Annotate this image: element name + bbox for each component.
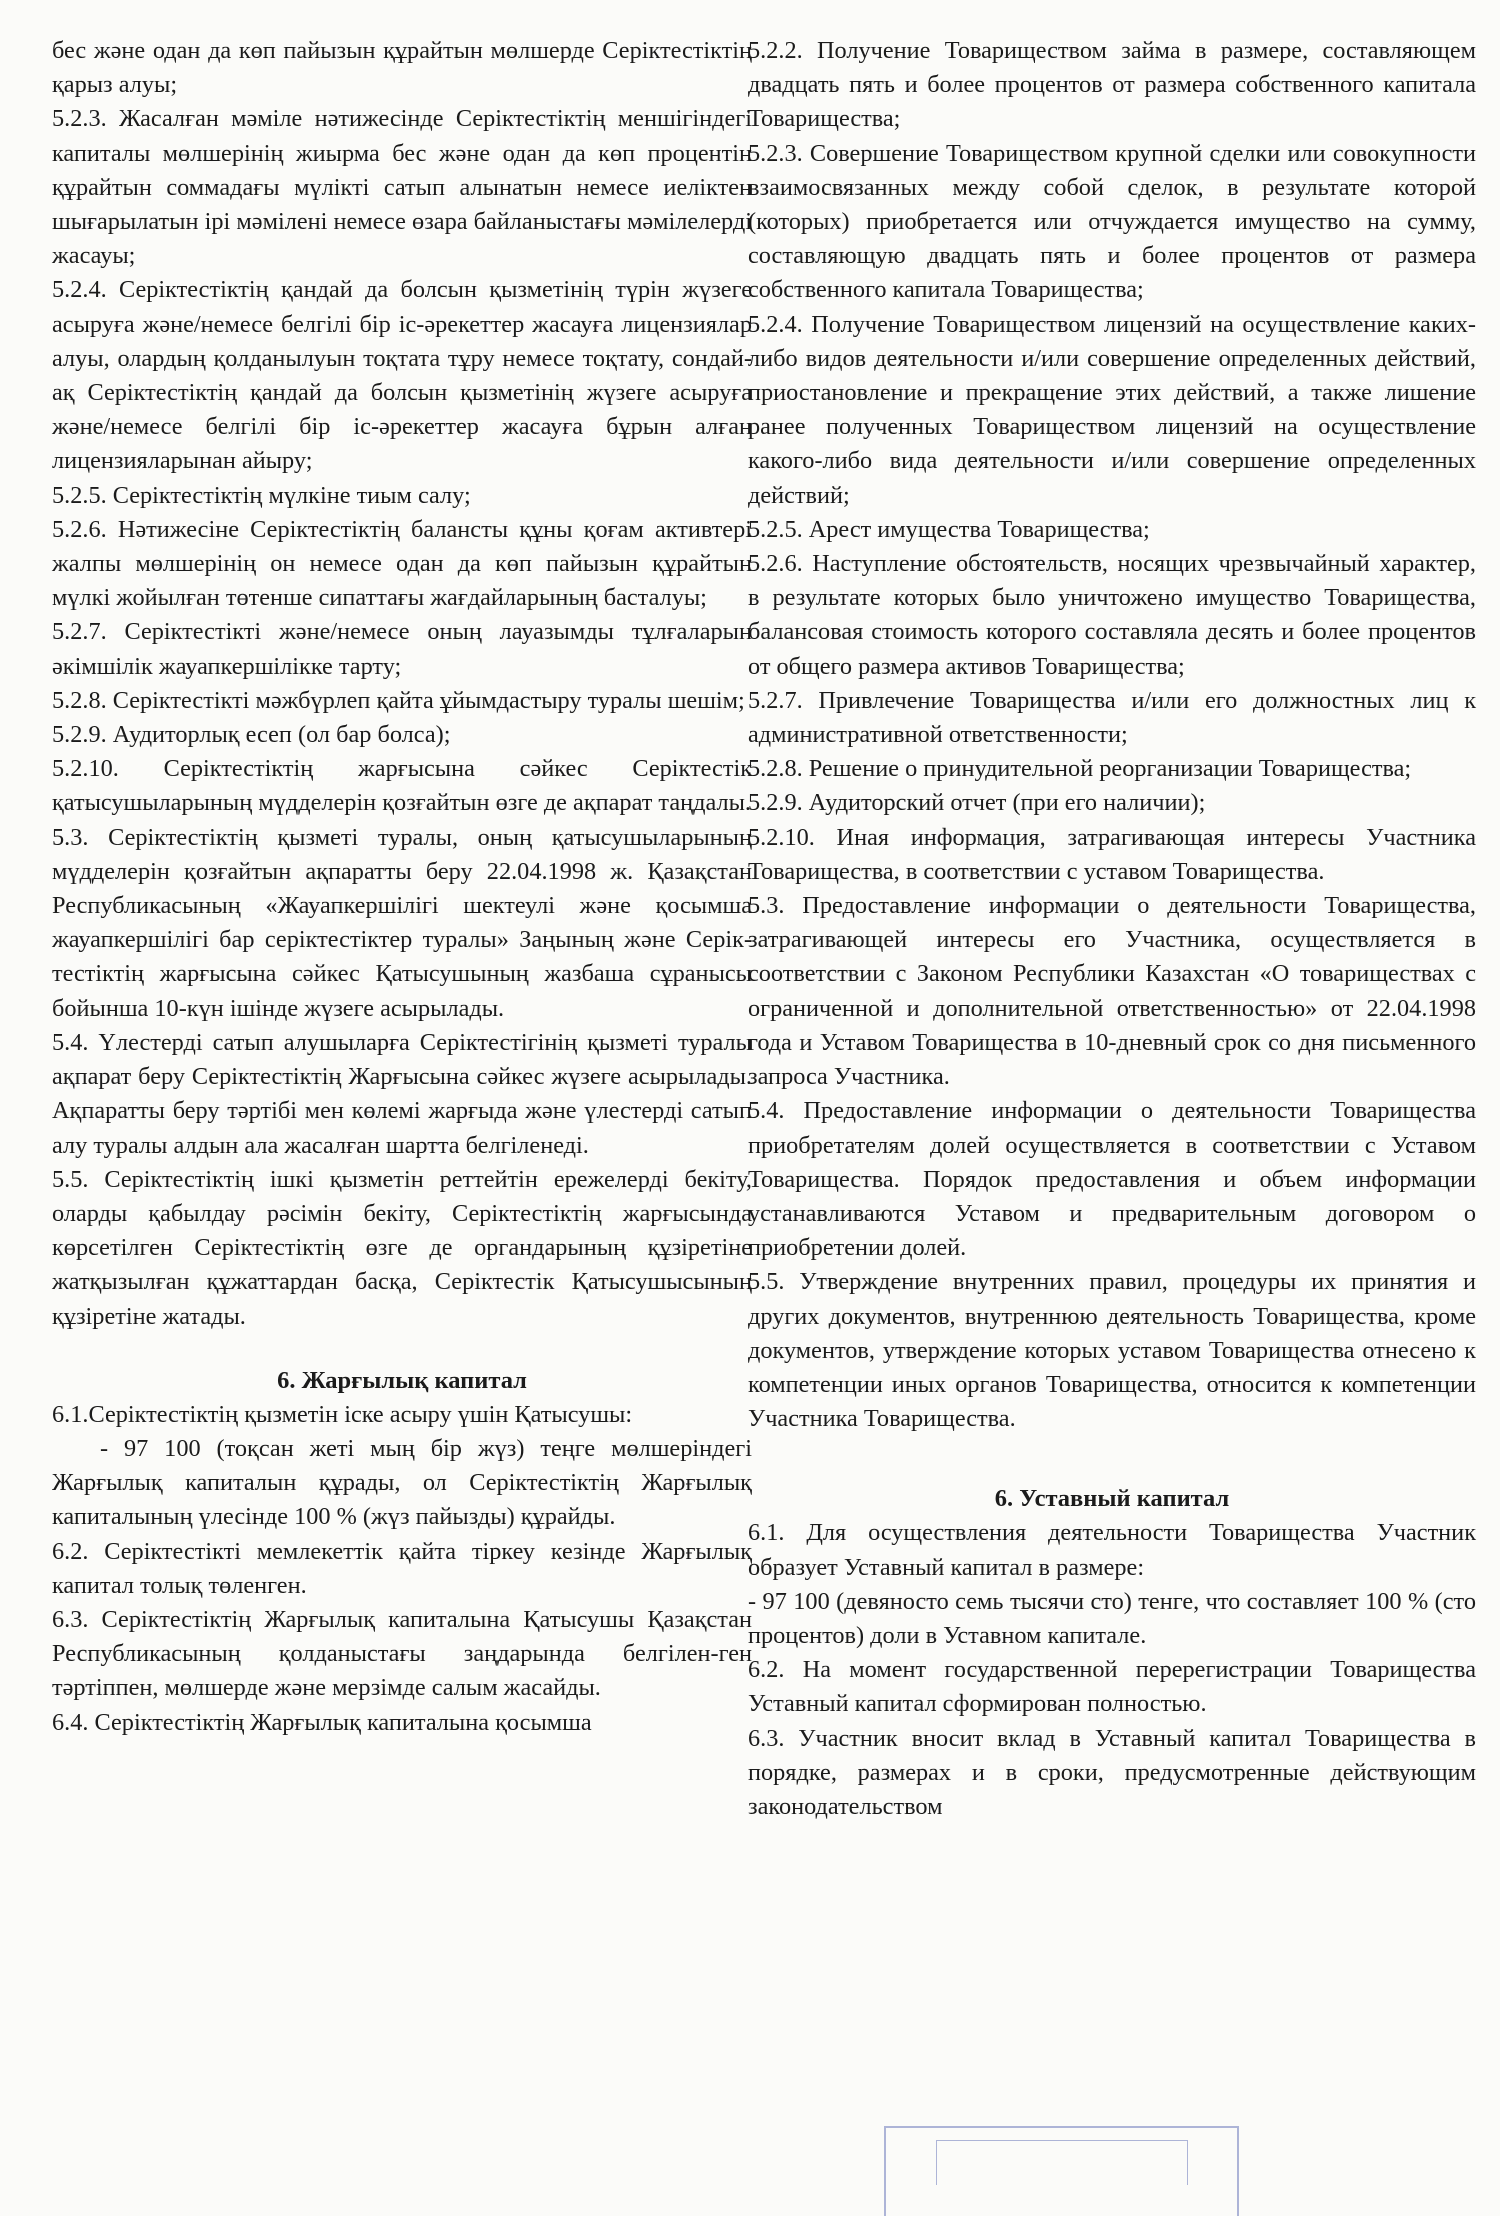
paragraph: 5.2.8. Решение о принудительной реорганизации Товарищества; <box>748 755 1412 783</box>
paragraph: 5.3. Предоставление информации о деятельности Товарищества, затрагивающей интересы его Участника, осуществляется в соответствии с Законом Республики Казахстан «О товариществах с ограниченной и дополнительной ответственностью» от 22.04.1998 года и Уставом Товарищества в 10-дневный срок со дня письменного запроса Участника. <box>748 892 1476 1091</box>
paragraph: бес және одан да көп пайызын құрайтын мөлшерде Серіктестіктің қарыз алуы; <box>52 37 752 99</box>
russian-section-6-heading: 6. Уставный капитал <box>994 1485 1230 1513</box>
stamp-inner-frame <box>936 2140 1188 2185</box>
paragraph: 5.2.4. Получение Товариществом лицензий на осуществление каких-либо видов деятельности и/или совершение определенных действий, приостановление и прекращение этих действий, а также лишение ранее полученных Товариществом лицензий на осуществление какого-либо вида деятельности и/или совершение определенных действий; <box>748 310 1476 509</box>
kazakh-column <box>52 34 752 1740</box>
paragraph: 5.5. Серіктестіктің ішкі қызметін реттейтін ережелерді бекіту, оларды қабылдау рәсімін бекіту, Серіктестіктің жарғысында көрсетілген Серіктестіктің өзге де органдарының құзіретіне жатқызылған құжаттардан басқа, Серіктестік Қатысушысының құзіретіне жатады. <box>52 1165 752 1330</box>
paragraph: 5.4. Үлестерді сатып алушыларға Серіктестігінің қызметі туралы ақпарат беру Серіктестіктің Жарғысына сәйкес жүзеге асырылады. Ақпаратты беру тәртібі мен көлемі жарғыда және үлестерді сатып алу туралы алдын ала жасалған шартта белгіленеді. <box>52 1028 752 1159</box>
kazakh-section-5-paragraphs <box>52 34 752 1334</box>
russian-column <box>748 34 1476 1824</box>
paragraph: 5.2.7. Привлечение Товарищества и/или его должностных лиц к административной ответственности; <box>748 686 1476 749</box>
paragraph: 6.2. На момент государственной перерегистрации Товарищества Уставный капитал сформирован полностью. <box>748 1656 1476 1718</box>
paragraph: 6.1.Серіктестіктің қызметін іске асыру үшін Қатысушы: <box>52 1400 633 1428</box>
paragraph: 5.2.7. Серіктестікті және/немесе оның лауазымды тұлғаларын әкімшілік жауапкершілікке тарту; <box>52 618 752 680</box>
paragraph: 5.4. Предоставление информации о деятельности Товарищества приобретателям долей осуществляется в соответствии с Уставом Товарищества. Порядок предоставления и объем информации устанавливаются Уставом и предварительным договором о приобретении долей. <box>748 1097 1476 1262</box>
paragraph: 5.2.5. Серіктестіктің мүлкіне тиым салу; <box>52 481 471 509</box>
paragraph: 6.3. Участник вносит вклад в Уставный капитал Товарищества в порядке, размерах и в сроки, предусмотренные действующим законодательством <box>748 1724 1476 1820</box>
paragraph: 5.2.6. Наступление обстоятельств, носящих чрезвычайный характер, в результате которых было уничтожено имущество Товарищества, балансовая стоимость которого составляла десять и более процентов от общего размера активов Товарищества; <box>748 550 1476 680</box>
russian-section-6-paragraphs <box>748 1516 1476 1824</box>
kazakh-section-6-paragraphs <box>52 1398 752 1740</box>
paragraph: 5.2.10. Иная информация, затрагивающая интересы Участника Товарищества, в соответствии с уставом Товарищества. <box>748 823 1476 885</box>
paragraph: 6.1. Для осуществления деятельности Товарищества Участник образует Уставный капитал в размере: <box>748 1519 1476 1581</box>
paragraph: 5.2.10. Серіктестіктің жарғысына сәйкес Серіктестік қатысушыларының мүдделерін қозғайтын өзге де ақпарат таңдалы. <box>52 755 752 817</box>
paragraph: 5.2.8. Серіктестікті мәжбүрлеп қайта ұйымдастыру туралы шешім; <box>52 686 745 714</box>
paragraph: 5.2.6. Нәтижесіне Серіктестіктің балансты құны қоғам активтері жалпы мөлшерінің он немесе одан да көп пайызын құрайтын мүлкі жойылған төтенше сипаттағы жағдайларының басталуы; <box>52 515 752 612</box>
paragraph: 6.2. Серіктестікті мемлекеттік қайта тіркеу кезінде Жарғылық капитал толық төленген. <box>52 1537 752 1599</box>
paragraph: 5.2.3. Жасалған мәміле нәтижесінде Серіктестіктің меншігіндегі капиталы мөлшерінің жиырма бес және одан да көп процентін құрайтын соммадағы мүлікті сатып алынатын немесе иеліктен шығарылатын ірі мәмілені немесе өзара байланыстағы мәмілелерді жасауы; <box>52 105 752 270</box>
paragraph: - 97 100 (девяносто семь тысячи сто) тенге, что составляет 100 % (сто процентов) доли в Уставном капитале. <box>748 1587 1476 1649</box>
paragraph: 5.3. Серіктестіктің қызметі туралы, оның қатысушыларының мүдделерін қозғайтын ақпаратты беру 22.04.1998 ж. Қазақстан Республикасының «Жауапкершілігі шектеулі және қосымша жауапкершілігі бар серіктестіктер туралы» Заңының және Серік-тестіктің жарғысына сәйкес Қатысушының жазбаша сұранысы бойынша 10-күн ішінде жүзеге асырылады. <box>52 823 752 1022</box>
kazakh-section-6-heading: 6. Жарғылық капитал <box>277 1366 527 1394</box>
paragraph: 5.2.2. Получение Товариществом займа в размере, составляющем двадцать пять и более процентов от размера собственного капитала Товарищества; <box>748 37 1476 133</box>
registration-stamp <box>884 2126 1239 2216</box>
paragraph: 6.4. Серіктестіктің Жарғылық капиталына қосымша <box>52 1708 592 1736</box>
paragraph: 5.5. Утверждение внутренних правил, процедуры их принятия и других документов, внутреннюю деятельность Товарищества, кроме документов, утверждение которых уставом Товарищества отнесено к компетенции иных органов Товарищества, относится к компетенции Участника Товарищества. <box>748 1268 1476 1433</box>
russian-section-5-paragraphs <box>748 34 1476 1436</box>
paragraph: 6.3. Серіктестіктің Жарғылық капиталына Қатысушы Қазақстан Республикасының қолданыстағы заңдарында белгілен-ген тәртіппен, мөлшерде және мерзімде салым жасайды. <box>52 1605 752 1702</box>
paragraph: 5.2.3. Совершение Товариществом крупной сделки или совокупности взаимосвязанных между собой сделок, в результате которой (которых) приобретается или отчуждается имущество на сумму, составляющую двадцать пять и более процентов от размера собственного капитала Товарищества; <box>748 139 1476 304</box>
paragraph: 5.2.9. Аудиторлық есеп (ол бар болса); <box>52 721 451 749</box>
paragraph: 5.2.4. Серіктестіктің қандай да болсын қызметінің түрін жүзеге асыруға және/немесе белгілі бір іс-әрекеттер жасауға лицензиялар алуы, олардың қолданылуын тоқтата тұру немесе тоқтату, сондай-ақ Серіктестіктің қандай да болсын қызметінің жүзеге асыруға және/немесе белгілі бір іс-әрекеттер жасауға бұрын алған лицензияларынан айыру; <box>52 276 752 475</box>
paragraph: - 97 100 (тоқсан жеті мың бір жүз) теңге мөлшеріндегі Жарғылық капиталын құрады, ол Серіктестіктің Жарғылық капиталының үлесінде 100 % (жүз пайызды) құрайды. <box>52 1434 752 1531</box>
paragraph: 5.2.5. Арест имущества Товарищества; <box>748 515 1150 543</box>
paragraph: 5.2.9. Аудиторский отчет (при его наличии); <box>748 789 1206 817</box>
